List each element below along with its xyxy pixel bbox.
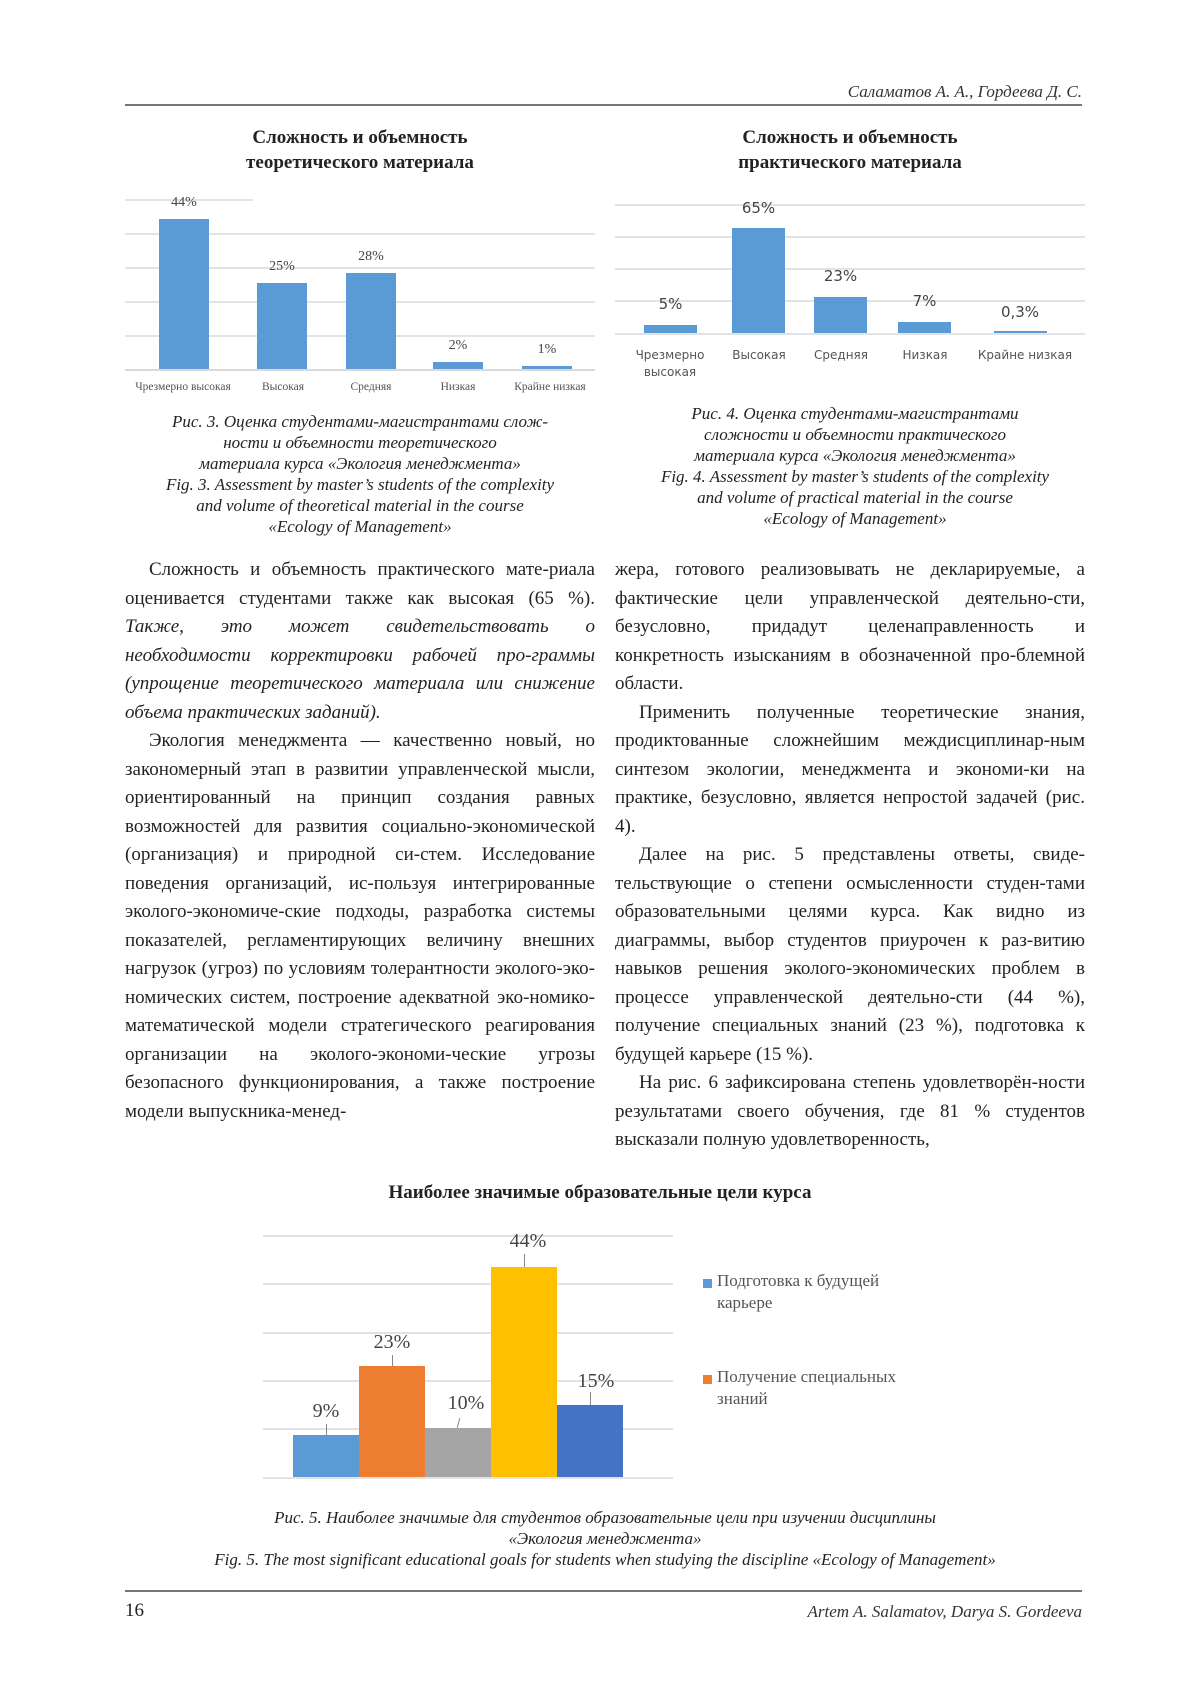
figure-4-title: Сложность и объемность практического материала	[738, 127, 962, 173]
label-leader-line	[524, 1254, 525, 1267]
data-label: 65%	[741, 199, 776, 217]
body-column-right	[615, 556, 1085, 1155]
category-label: Чрезмерно высокая	[635, 348, 705, 379]
data-label: 25%	[269, 259, 295, 274]
legend-item-special-knowledge: Получение специальных знаний	[717, 1367, 896, 1408]
data-label: 23%	[373, 1331, 411, 1353]
bar-very-low	[522, 366, 572, 369]
data-label: 10%	[447, 1392, 485, 1414]
x-axis	[615, 333, 1085, 335]
bar-high	[732, 228, 785, 333]
bar-low	[433, 362, 483, 369]
data-label: 0,3%	[1000, 303, 1040, 321]
category-label: Высокая	[261, 381, 305, 393]
legend-swatch-blue	[703, 1279, 712, 1288]
paragraph: Сложность и объемность практического мате-риала оценивается студентами также как высокая (65 %). Также, это может свидетельствовать о необходимости корректировки рабочей про-граммы (упрощение теоретического материала или снижение объема практических заданий).	[125, 559, 595, 723]
x-axis	[125, 369, 595, 371]
data-label: 5%	[658, 295, 683, 313]
paragraph: Экология менеджмента — качественно новый, но закономерный этап в развитии управленческой мысли, ориентированный на принцип создания равных возможностей для развития социально-экономической (организация) и природной си-стем. Исследование поведения организаций, ис-пользуя интегрированные эколого-экономиче-ские подходы, разработка системы показателей, регламентирующих величину внешних нагрузок (угроз) по условиям толерантности эколого-эко-номических систем, построение адекватной эко-номико-математической модели стратегического реагирования организации на эколого-экономи-ческие угрозы безопасного функционирования, а также построение модели выпускника-менед-	[125, 730, 595, 1122]
category-label: Крайне низкая	[514, 381, 586, 393]
bar-very-high	[159, 219, 209, 369]
legend-item-career: Подготовка к будущей карьере	[717, 1271, 880, 1312]
bar-very-low	[994, 331, 1047, 333]
paragraph: жера, готового реализовывать не декларируемые, а фактические цели управленческой деятельно-сти, безусловно, придадут целенаправленность и конкретность изысканиям в обозначенной про-блемной области.	[615, 559, 1085, 694]
bar-special-knowledge	[359, 1366, 425, 1477]
figure-3-chart	[125, 195, 595, 395]
label-leader-line	[392, 1355, 393, 1366]
legend-swatch-orange	[703, 1375, 712, 1384]
bar-very-high	[644, 325, 697, 333]
label-leader-line	[326, 1424, 327, 1435]
data-label: 23%	[823, 267, 858, 285]
bar-low	[898, 322, 951, 333]
figure-3-title: Сложность и объемность теоретического материала	[246, 127, 474, 173]
data-label: 44%	[171, 195, 197, 210]
paragraph: Далее на рис. 5 представлены ответы, свиде-тельствующие о степени осмысленности студен-тами образовательными целями курса. Как видно из диаграммы, выбор студентов приурочен к раз-витию навыков решения эколого-экономических проблем в процессе управленческой деятельно-сти (44 %), получение специальных знаний (23 %), подготовка к будущей карьере (15 %).	[615, 844, 1085, 1065]
header-rule	[125, 104, 1082, 106]
gridline	[263, 1283, 673, 1285]
label-leader-line	[590, 1392, 591, 1405]
bar-career-preparation	[293, 1435, 359, 1477]
data-label: 2%	[448, 338, 468, 353]
data-label: 1%	[537, 342, 557, 357]
gridline	[263, 1332, 673, 1334]
category-label: Чрезмерно высокая	[135, 381, 231, 393]
bar-medium	[814, 297, 867, 333]
gridline	[615, 236, 1085, 238]
bar-series-3	[425, 1428, 491, 1477]
data-label: 28%	[358, 249, 384, 264]
figure-5-chart	[263, 1230, 683, 1490]
paragraph: На рис. 6 зафиксирована степень удовлетворён-ности результатами своего обучения, где 81 % студентов высказали полную удовлетворенность,	[615, 1072, 1085, 1150]
footer-authors: Artem A. Salamatov, Darya S. Gordeeva	[807, 1602, 1082, 1621]
category-label: Крайне низкая	[977, 348, 1073, 362]
figure-3-caption: Рис. 3. Оценка студентами-магистрантами слож- ности и объемности теоретического материала курса «Экология менеджмента» Fig. 3. Assessment by master’s students of the complexity and volume of theoretical material in the course «Ecology of Management»	[165, 412, 555, 536]
figure-5-title: Наиболее значимые образовательные цели курса	[388, 1182, 812, 1203]
data-label: 7%	[912, 292, 937, 310]
label-leader-line	[457, 1418, 461, 1428]
bar-medium	[346, 273, 396, 369]
data-label: 9%	[312, 1400, 340, 1422]
data-label: 44%	[509, 1230, 547, 1252]
footer-rule	[125, 1590, 1082, 1592]
bar-high	[257, 283, 307, 369]
category-label: Высокая	[732, 348, 786, 362]
category-label: Низкая	[902, 348, 948, 362]
figure-5-caption: Рис. 5. Наиболее значимые для студентов образовательные цели при изучении дисциплины «Экология менеджмента» Fig. 5. The most significant educational goals for students when studying the discipline «Ecology of Management»	[214, 1508, 996, 1569]
category-label: Средняя	[350, 381, 392, 393]
figure-5-legend	[703, 1270, 963, 1420]
gridline	[263, 1235, 673, 1237]
data-label: 15%	[577, 1370, 615, 1392]
gridline	[615, 204, 1085, 206]
page-number: 16	[125, 1600, 144, 1621]
running-head: Саламатов А. А., Гордеева Д. С.	[847, 82, 1082, 101]
bar-series-4	[491, 1267, 557, 1477]
x-axis	[263, 1477, 673, 1479]
bar-series-5	[557, 1405, 623, 1477]
category-label: Низкая	[440, 381, 476, 393]
italic-emphasis: Также, это может свидетельствовать о необходимости корректировки рабочей про-граммы (упрощение теоретического материала или снижение объема практических заданий).	[125, 616, 595, 723]
figure-4-chart	[615, 195, 1090, 385]
figure-4-caption: Рис. 4. Оценка студентами-магистрантами сложности и объемности практического материала курса «Экология менеджмента» Fig. 4. Assessment by master’s students of the complexity and volume of practical material in the course «Ecology of Management»	[660, 404, 1050, 528]
category-label: Средняя	[814, 348, 868, 362]
body-column-left	[125, 556, 595, 1126]
paragraph: Применить полученные теоретические знания, продиктованные сложнейшим междисциплинар-ным синтезом экологии, менеджмента и экономи-ки на практике, безусловно, является непростой задачей (рис. 4).	[615, 701, 1085, 837]
